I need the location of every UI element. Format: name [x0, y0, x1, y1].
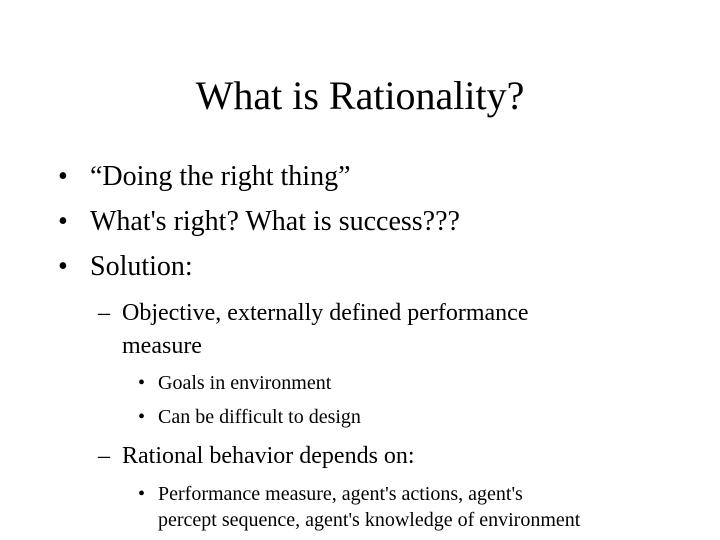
- sub-sub-item-text: Goals in environment: [158, 372, 332, 394]
- bullet-marker: •: [58, 206, 68, 237]
- dash-marker: –: [98, 443, 110, 469]
- sub-item-text: Rational behavior depends on:: [122, 443, 415, 469]
- sub-sub-item-text: Can be difficult to design: [158, 406, 361, 428]
- slide-title: What is Rationality?: [195, 73, 525, 118]
- sub-sub-item-text: Performance measure, agent's actions, agent's: [158, 483, 523, 505]
- bullet-marker: •: [58, 161, 68, 192]
- bullet-text: “Doing the right thing”: [90, 161, 351, 192]
- bullet-marker: •: [138, 406, 146, 428]
- bullet-text: Solution:: [90, 251, 193, 282]
- sub-item-text: Objective, externally defined performance: [122, 300, 529, 326]
- bullet-text: What's right? What is success???: [90, 206, 460, 237]
- dash-marker: –: [98, 300, 110, 326]
- bullet-marker: •: [138, 483, 146, 505]
- bullet-marker: •: [138, 372, 146, 394]
- sub-sub-item-text-continued: percept sequence, agent's knowledge of environment: [158, 509, 581, 531]
- bullet-marker: •: [58, 251, 68, 282]
- sub-item-text-continued: measure: [122, 333, 202, 359]
